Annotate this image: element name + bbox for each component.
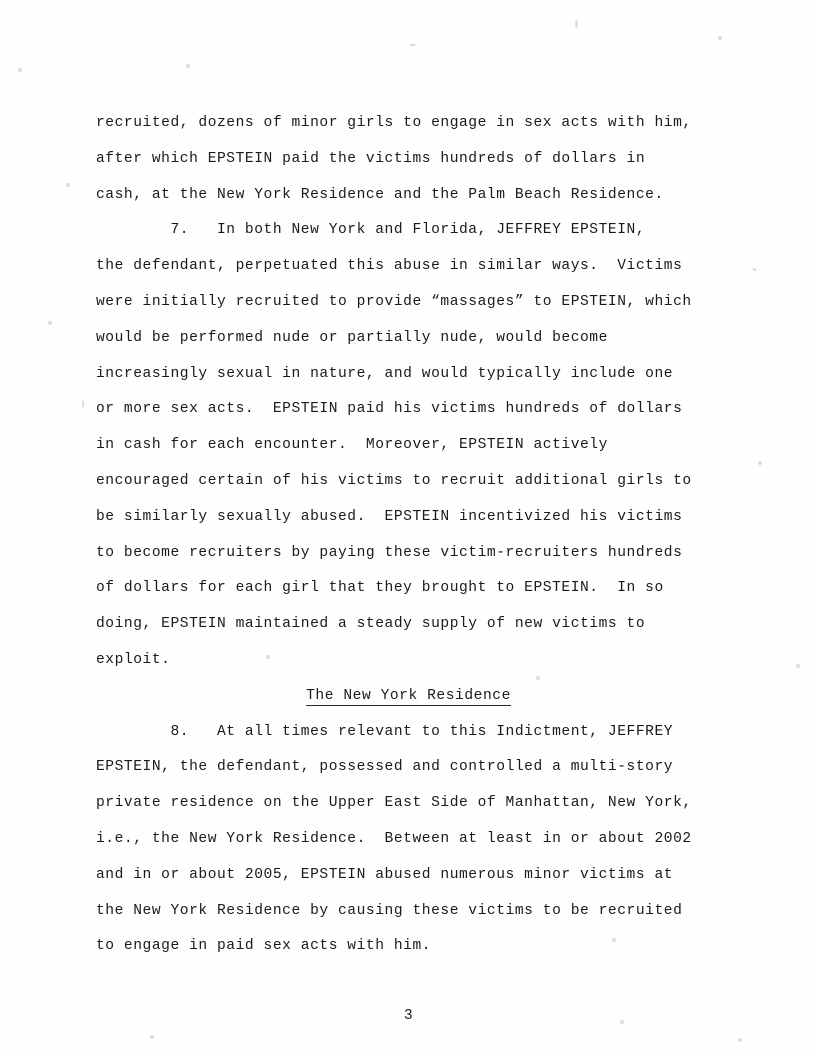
scan-speck <box>758 461 762 465</box>
scan-speck <box>48 321 52 325</box>
paragraph-continued <box>96 106 721 213</box>
scan-speck <box>575 20 578 28</box>
text-line: exploit. <box>96 651 171 668</box>
text-line: recruited, dozens of minor girls to engage in sex acts with him, <box>96 115 692 131</box>
text-line: private residence on the Upper East Side of Manhattan, New York, <box>96 795 692 812</box>
text-line: or more sex acts. EPSTEIN paid his victims hundreds of dollars <box>96 401 683 418</box>
document-body <box>96 106 721 965</box>
scan-speck <box>718 36 722 40</box>
text-line: i.e., the New York Residence. Between at least in or about 2002 <box>96 830 692 847</box>
scan-speck <box>18 68 22 72</box>
scan-speck <box>66 183 70 187</box>
text-line: would be performed nude or partially nude, would become <box>96 329 608 346</box>
text-line: and in or about 2005, EPSTEIN abused numerous minor victims at <box>96 866 674 883</box>
text-line: EPSTEIN, the defendant, possessed and controlled a multi-story <box>96 759 674 776</box>
text-line: 7. In both New York and Florida, JEFFREY EPSTEIN, <box>96 222 646 239</box>
scan-speck <box>150 1035 154 1039</box>
scan-speck <box>186 64 190 68</box>
scan-speck <box>82 400 84 408</box>
paragraph-8 <box>96 715 721 966</box>
text-line: 8. At all times relevant to this Indictment, JEFFREY <box>96 723 674 740</box>
text-line: after which EPSTEIN paid the victims hundreds of dollars in <box>96 150 646 167</box>
text-line: of dollars for each girl that they brought to EPSTEIN. In so <box>96 580 664 597</box>
scan-speck <box>409 44 416 46</box>
text-line: be similarly sexually abused. EPSTEIN incentivized his victims <box>96 508 683 525</box>
text-line: increasingly sexual in nature, and would typically include one <box>96 365 674 382</box>
text-line: the defendant, perpetuated this abuse in similar ways. Victims <box>96 258 683 275</box>
text-line: doing, EPSTEIN maintained a steady supply of new victims to <box>96 616 646 633</box>
scan-speck <box>753 268 756 271</box>
scan-speck <box>796 664 800 668</box>
text-line: to engage in paid sex acts with him. <box>96 938 432 955</box>
text-line: were initially recruited to provide “massages” to EPSTEIN, which <box>96 293 692 310</box>
text-line: the New York Residence by causing these victims to be recruited <box>96 902 683 919</box>
text-line: cash, at the New York Residence and the Palm Beach Residence. <box>96 186 664 203</box>
text-line: in cash for each encounter. Moreover, EPSTEIN actively <box>96 437 608 454</box>
text-line: encouraged certain of his victims to recruit additional girls to <box>96 472 692 489</box>
text-line: to become recruiters by paying these victim-recruiters hundreds <box>96 544 683 561</box>
section-heading-text: The New York Residence <box>306 687 511 704</box>
paragraph-7 <box>96 213 721 678</box>
scan-speck <box>738 1038 742 1042</box>
section-heading <box>96 679 721 715</box>
page-number: 3 <box>403 1008 414 1024</box>
